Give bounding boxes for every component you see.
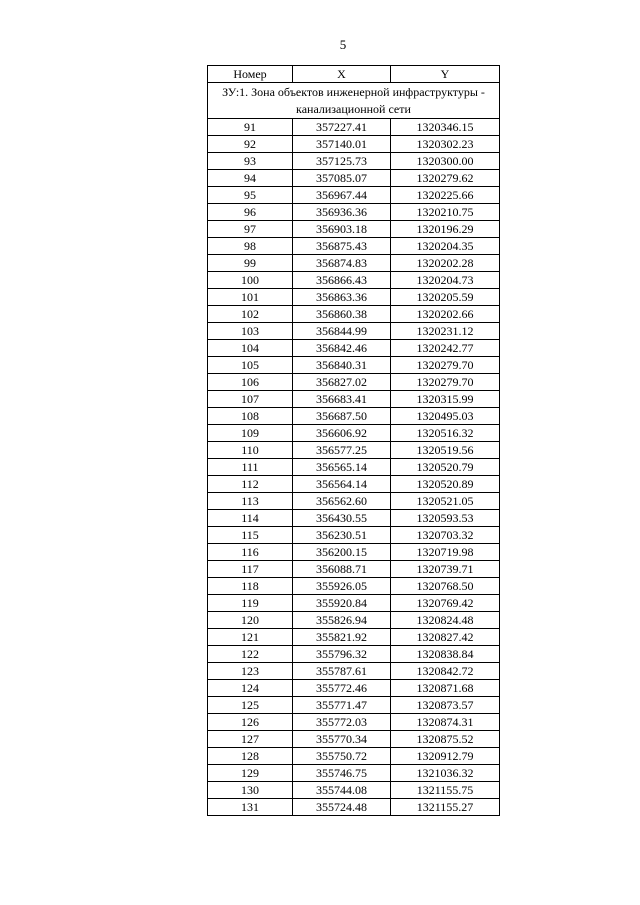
cell-x: 356860.38 (293, 306, 391, 323)
cell-x: 355750.72 (293, 748, 391, 765)
table-row (208, 527, 500, 544)
table-row (208, 731, 500, 748)
table-row (208, 748, 500, 765)
table-row (208, 323, 500, 340)
zone-label: ЗУ:1. Зона объектов инженерной инфраструктуры - канализационной сети (208, 83, 500, 119)
cell-x: 356866.43 (293, 272, 391, 289)
table-row (208, 272, 500, 289)
cell-y: 1320516.32 (391, 425, 500, 442)
cell-y: 1321155.27 (391, 799, 500, 816)
cell-number: 104 (208, 340, 293, 357)
table-row (208, 595, 500, 612)
cell-number: 105 (208, 357, 293, 374)
cell-number: 100 (208, 272, 293, 289)
cell-number: 115 (208, 527, 293, 544)
cell-number: 122 (208, 646, 293, 663)
cell-number: 107 (208, 391, 293, 408)
cell-x: 355821.92 (293, 629, 391, 646)
cell-y: 1320225.66 (391, 187, 500, 204)
table-row (208, 153, 500, 170)
table-row (208, 493, 500, 510)
cell-y: 1320202.28 (391, 255, 500, 272)
cell-number: 114 (208, 510, 293, 527)
table-row (208, 459, 500, 476)
cell-number: 113 (208, 493, 293, 510)
table-header (208, 66, 500, 83)
table-row (208, 561, 500, 578)
cell-y: 1320912.79 (391, 748, 500, 765)
table-row (208, 629, 500, 646)
cell-x: 356683.41 (293, 391, 391, 408)
cell-y: 1320519.56 (391, 442, 500, 459)
cell-y: 1320279.70 (391, 374, 500, 391)
coordinates-table (207, 65, 500, 816)
table-row (208, 391, 500, 408)
cell-y: 1320242.77 (391, 340, 500, 357)
cell-number: 95 (208, 187, 293, 204)
cell-y: 1320842.72 (391, 663, 500, 680)
cell-number: 121 (208, 629, 293, 646)
cell-x: 355772.03 (293, 714, 391, 731)
cell-y: 1320210.75 (391, 204, 500, 221)
table-row (208, 646, 500, 663)
cell-number: 110 (208, 442, 293, 459)
cell-y: 1320302.23 (391, 136, 500, 153)
cell-y: 1320520.89 (391, 476, 500, 493)
cell-y: 1320875.52 (391, 731, 500, 748)
cell-number: 125 (208, 697, 293, 714)
cell-number: 109 (208, 425, 293, 442)
cell-x: 356430.55 (293, 510, 391, 527)
cell-y: 1320871.68 (391, 680, 500, 697)
cell-x: 355770.34 (293, 731, 391, 748)
cell-x: 356903.18 (293, 221, 391, 238)
cell-y: 1320873.57 (391, 697, 500, 714)
page-number: 5 (339, 37, 347, 52)
cell-y: 1320520.79 (391, 459, 500, 476)
cell-number: 99 (208, 255, 293, 272)
cell-x: 356577.25 (293, 442, 391, 459)
table-row (208, 204, 500, 221)
cell-y: 1320231.12 (391, 323, 500, 340)
cell-number: 102 (208, 306, 293, 323)
table-row (208, 442, 500, 459)
table-row (208, 425, 500, 442)
table-row (208, 255, 500, 272)
table-row (208, 119, 500, 136)
cell-y: 1320204.73 (391, 272, 500, 289)
cell-y: 1320769.42 (391, 595, 500, 612)
cell-number: 93 (208, 153, 293, 170)
cell-number: 116 (208, 544, 293, 561)
cell-x: 356562.60 (293, 493, 391, 510)
cell-x: 357125.73 (293, 153, 391, 170)
cell-x: 357227.41 (293, 119, 391, 136)
cell-x: 356565.14 (293, 459, 391, 476)
cell-x: 356936.36 (293, 204, 391, 221)
cell-number: 129 (208, 765, 293, 782)
cell-x: 355724.48 (293, 799, 391, 816)
cell-x: 357140.01 (293, 136, 391, 153)
cell-number: 123 (208, 663, 293, 680)
cell-number: 130 (208, 782, 293, 799)
cell-y: 1320824.48 (391, 612, 500, 629)
cell-number: 108 (208, 408, 293, 425)
cell-number: 120 (208, 612, 293, 629)
cell-number: 131 (208, 799, 293, 816)
table-row (208, 476, 500, 493)
cell-x: 356842.46 (293, 340, 391, 357)
cell-x: 356840.31 (293, 357, 391, 374)
cell-y: 1320196.29 (391, 221, 500, 238)
cell-y: 1320838.84 (391, 646, 500, 663)
table-row (208, 238, 500, 255)
cell-x: 355796.32 (293, 646, 391, 663)
cell-x: 355826.94 (293, 612, 391, 629)
cell-x: 355746.75 (293, 765, 391, 782)
cell-x: 356827.02 (293, 374, 391, 391)
cell-y: 1320202.66 (391, 306, 500, 323)
cell-number: 91 (208, 119, 293, 136)
cell-x: 356687.50 (293, 408, 391, 425)
cell-x: 356863.36 (293, 289, 391, 306)
table-row (208, 714, 500, 731)
cell-y: 1320874.31 (391, 714, 500, 731)
table-row (208, 765, 500, 782)
cell-x: 356088.71 (293, 561, 391, 578)
cell-x: 356230.51 (293, 527, 391, 544)
header-y: Y (391, 66, 500, 83)
header-row (208, 66, 500, 83)
cell-y: 1320703.32 (391, 527, 500, 544)
cell-x: 355771.47 (293, 697, 391, 714)
cell-number: 97 (208, 221, 293, 238)
table-row (208, 221, 500, 238)
header-x: X (293, 66, 391, 83)
cell-y: 1321155.75 (391, 782, 500, 799)
cell-y: 1320315.99 (391, 391, 500, 408)
cell-x: 356606.92 (293, 425, 391, 442)
cell-number: 112 (208, 476, 293, 493)
cell-y: 1320205.59 (391, 289, 500, 306)
table-row (208, 663, 500, 680)
cell-y: 1320204.35 (391, 238, 500, 255)
table-row (208, 340, 500, 357)
table-row (208, 289, 500, 306)
cell-y: 1320300.00 (391, 153, 500, 170)
table-row (208, 136, 500, 153)
table-row (208, 374, 500, 391)
cell-y: 1320346.15 (391, 119, 500, 136)
cell-x: 356564.14 (293, 476, 391, 493)
table-row (208, 578, 500, 595)
table-body (208, 83, 500, 816)
table-row (208, 510, 500, 527)
cell-number: 94 (208, 170, 293, 187)
table-row (208, 544, 500, 561)
cell-number: 119 (208, 595, 293, 612)
cell-y: 1320768.50 (391, 578, 500, 595)
cell-number: 127 (208, 731, 293, 748)
cell-x: 355772.46 (293, 680, 391, 697)
cell-number: 118 (208, 578, 293, 595)
cell-number: 111 (208, 459, 293, 476)
cell-number: 92 (208, 136, 293, 153)
table-row (208, 187, 500, 204)
cell-x: 356875.43 (293, 238, 391, 255)
table-row (208, 782, 500, 799)
cell-number: 103 (208, 323, 293, 340)
cell-number: 101 (208, 289, 293, 306)
cell-x: 355926.05 (293, 578, 391, 595)
table-row (208, 408, 500, 425)
table-row (208, 170, 500, 187)
cell-y: 1320827.42 (391, 629, 500, 646)
cell-x: 356200.15 (293, 544, 391, 561)
table-row (208, 306, 500, 323)
cell-number: 106 (208, 374, 293, 391)
zone-row (208, 83, 500, 119)
cell-number: 96 (208, 204, 293, 221)
cell-number: 126 (208, 714, 293, 731)
cell-x: 355744.08 (293, 782, 391, 799)
cell-x: 355920.84 (293, 595, 391, 612)
cell-y: 1320279.70 (391, 357, 500, 374)
table-row (208, 612, 500, 629)
cell-x: 356874.83 (293, 255, 391, 272)
table-row (208, 697, 500, 714)
cell-number: 124 (208, 680, 293, 697)
cell-number: 128 (208, 748, 293, 765)
cell-y: 1320719.98 (391, 544, 500, 561)
cell-y: 1320495.03 (391, 408, 500, 425)
cell-x: 356967.44 (293, 187, 391, 204)
table-row (208, 357, 500, 374)
cell-x: 357085.07 (293, 170, 391, 187)
cell-x: 356844.99 (293, 323, 391, 340)
header-number: Номер (208, 66, 293, 83)
table-row (208, 799, 500, 816)
cell-y: 1321036.32 (391, 765, 500, 782)
cell-number: 117 (208, 561, 293, 578)
cell-y: 1320521.05 (391, 493, 500, 510)
cell-y: 1320279.62 (391, 170, 500, 187)
table-row (208, 680, 500, 697)
cell-x: 355787.61 (293, 663, 391, 680)
cell-y: 1320739.71 (391, 561, 500, 578)
cell-y: 1320593.53 (391, 510, 500, 527)
cell-number: 98 (208, 238, 293, 255)
